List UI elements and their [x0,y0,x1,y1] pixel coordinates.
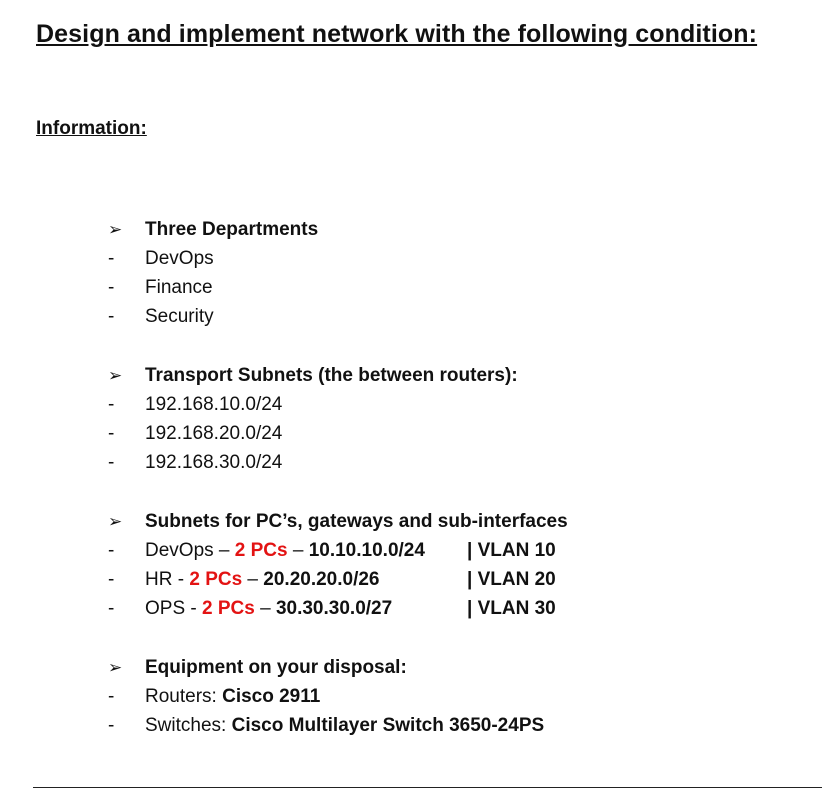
dash-bullet: - [108,394,115,415]
dash-bullet: - [108,452,115,473]
subnet-sep: - [185,598,203,619]
routers-value: Cisco 2911 [222,686,321,707]
dash-bullet: - [108,715,115,736]
subnet-sep: – [287,540,309,561]
transport-subnet: 192.168.30.0/24 [145,452,283,473]
page-title: Design and implement network with the following condition: [36,20,758,48]
arrow-bullet-icon: ➢ [108,366,123,385]
subnet-dept: DevOps [145,540,214,561]
dash-bullet: - [108,540,115,561]
arrow-bullet-icon: ➢ [108,658,123,677]
transport-heading-row [108,363,518,389]
department-name: Finance [145,277,213,298]
dash-bullet: - [108,598,115,619]
subnet-address: 20.20.20.0/26 [263,569,380,590]
subnet-dept: OPS [145,598,186,619]
transport-subnet: 192.168.20.0/24 [145,423,283,444]
arrow-bullet-icon: ➢ [108,220,123,239]
vlan-label: | VLAN 30 [467,598,556,619]
list-item [108,684,320,710]
list-item [108,275,213,301]
department-name: Security [145,306,214,327]
pc-count: 2 PCs [234,540,288,561]
pc-count: 2 PCs [202,598,255,619]
section-subtitle: Information: [36,118,147,139]
list-item [108,392,282,418]
subnet-sep: – [254,598,276,619]
equipment-heading: Equipment on your disposal: [145,657,407,678]
arrow-bullet-icon: ➢ [108,512,123,531]
bottom-divider [33,787,822,788]
subnet-dept: HR [145,569,173,590]
transport-subnet: 192.168.10.0/24 [145,394,283,415]
subnet-address: 30.30.30.0/27 [275,598,393,619]
subnet-row [108,596,628,622]
list-item [108,246,214,272]
routers-label: Routers: [145,686,223,707]
dash-bullet: - [108,277,115,298]
switches-value: Cisco Multilayer Switch 3650-24PS [231,715,545,736]
subnet-row [108,538,628,564]
list-item [108,450,282,476]
equipment-heading-row [108,655,407,681]
subnet-sep: – [213,540,235,561]
subnet-sep: - [172,569,190,590]
dash-bullet: - [108,569,115,590]
transport-heading: Transport Subnets (the between routers): [145,365,518,386]
list-item [108,421,282,447]
departments-heading: Three Departments [145,219,319,240]
switches-label: Switches: [145,715,232,736]
list-item [108,713,544,739]
vlan-label: | VLAN 10 [467,540,556,561]
dash-bullet: - [108,686,115,707]
list-item [108,304,214,330]
pc-count: 2 PCs [189,569,243,590]
subnet-address: 10.10.10.0/24 [308,540,425,561]
dash-bullet: - [108,306,115,327]
departments-heading-row [108,217,318,243]
department-name: DevOps [145,248,214,269]
subnet-row [108,567,628,593]
vlan-label: | VLAN 20 [467,569,556,590]
dash-bullet: - [108,423,115,444]
subnets-heading: Subnets for PC’s, gateways and sub-interfaces [145,511,568,532]
subnets-heading-row [108,509,568,535]
subnet-sep: – [242,569,264,590]
dash-bullet: - [108,248,115,269]
